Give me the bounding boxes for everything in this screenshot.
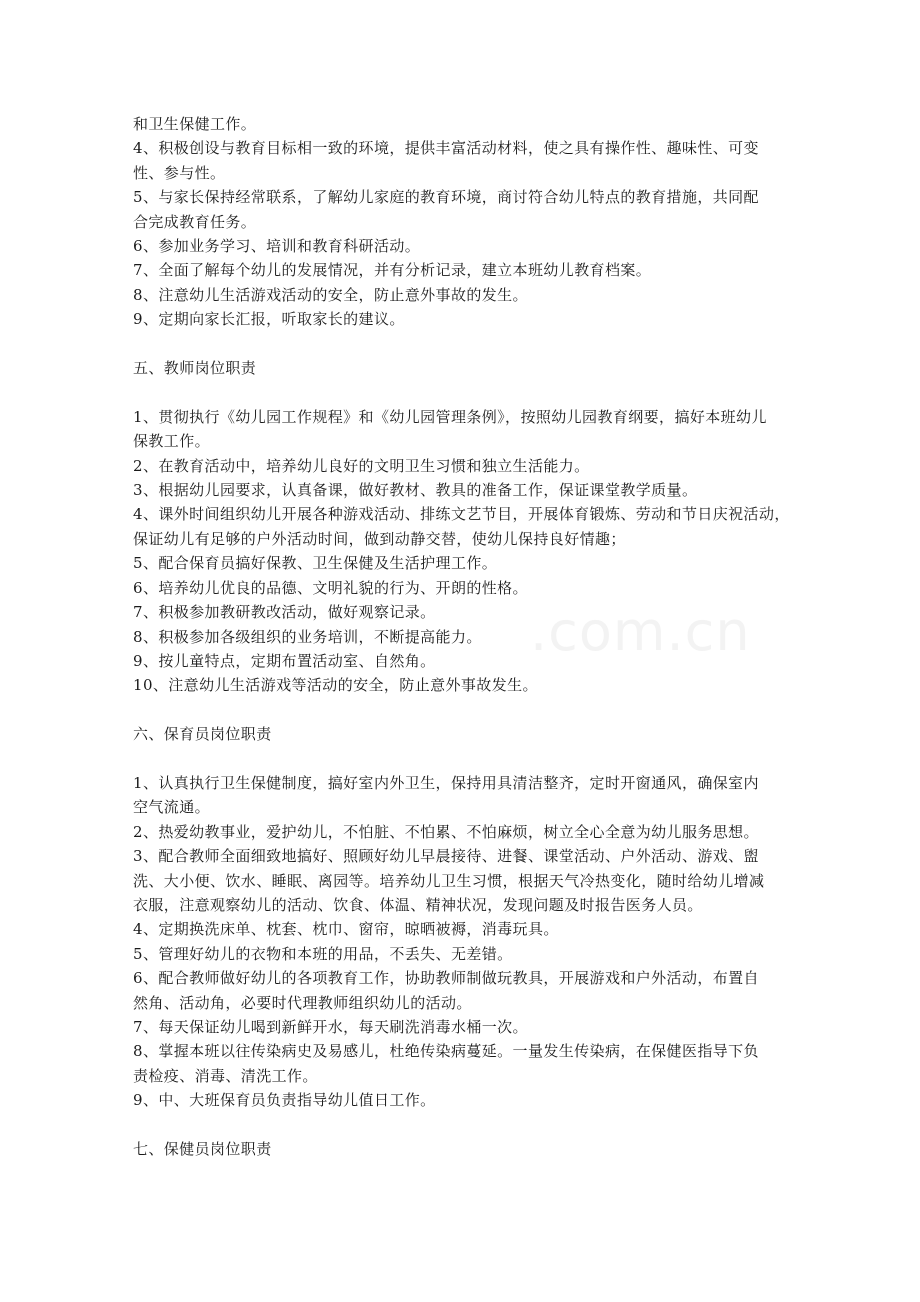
text-line: 4、积极创设与教育目标相一致的环境，提供丰富活动材料，使之具有操作性、趣味性、可变 [133, 139, 759, 158]
text-line: 8、注意幼儿生活游戏活动的安全，防止意外事故的发生。 [133, 285, 528, 304]
section-heading: 五、教师岗位职责 [133, 359, 257, 378]
text-line: 保教工作。 [133, 432, 211, 451]
text-line: 和卫生保健工作。 [133, 115, 257, 133]
document-page [133, 112, 798, 1161]
section-heading: 七、保健员岗位职责 [133, 1139, 272, 1158]
text-line: 9、中、大班保育员负责指导幼儿值日工作。 [133, 1091, 436, 1110]
watermark: .com.cn [530, 600, 751, 663]
text-line: 然角、活动角，必要时代理教师组织幼儿的活动。 [133, 993, 472, 1012]
text-line: 6、配合教师做好幼儿的各项教育工作，协助教师制做玩教具，开展游戏和户外活动，布置自 [133, 969, 759, 988]
text-line: 8、掌握本班以往传染病史及易感儿，杜绝传染病蔓延。一量发生传染病，在保健医指导下负 [133, 1042, 759, 1061]
paragraph-gap [133, 747, 798, 771]
text-line: 7、积极参加教研教改活动，做好观察记录。 [133, 603, 436, 622]
text-line: 4、课外时间组织幼儿开展各种游戏活动、排练文艺节目，开展体育锻炼、劳动和节日庆祝活动， [133, 505, 790, 524]
text-line: 2、热爱幼教事业，爱护幼儿，不怕脏、不怕累、不怕麻烦，树立全心全意为幼儿服务思想。 [133, 822, 759, 841]
text-line: 3、配合教师全面细致地搞好、照顾好幼儿早晨接待、进餐、课堂活动、户外活动、游戏、盥 [133, 847, 759, 866]
text-line: 3、根据幼儿园要求，认真备课，做好教材、教具的准备工作，保证课堂教学质量。 [133, 481, 698, 500]
text-line: 性、参与性。 [133, 163, 226, 182]
text-line: 衣服，注意观察幼儿的活动、饮食、体温、精神状况，发现问题及时报告医务人员。 [133, 895, 703, 914]
text-line: 9、定期向家长汇报，听取家长的建议。 [133, 310, 405, 329]
text-line: 4、定期换洗床单、枕套、枕巾、窗帘，晾晒被褥，消毒玩具。 [133, 920, 559, 939]
text-line: 洗、大小便、饮水、睡眠、离园等。培养幼儿卫生习惯，根据天气冷热变化，随时给幼儿增减 [133, 871, 765, 890]
paragraph-gap [133, 332, 798, 356]
text-line: 空气流通。 [133, 798, 211, 817]
text-line: 合完成教育任务。 [133, 212, 257, 231]
text-line: 5、与家长保持经常联系，了解幼儿家庭的教育环境，商讨符合幼儿特点的教育措施，共同配 [133, 188, 759, 207]
text-line: 5、配合保育员搞好保教、卫生保健及生活护理工作。 [133, 554, 498, 573]
text-line: 7、每天保证幼儿喝到新鲜开水，每天刷洗消毒水桶一次。 [133, 1017, 528, 1036]
text-line: 1、贯彻执行《幼儿园工作规程》和《幼儿园管理条例》，按照幼儿园教育纲要，搞好本班幼儿 [133, 407, 767, 426]
text-line: 6、培养幼儿优良的品德、文明礼貌的行为、开朗的性格。 [133, 578, 528, 597]
text-line: 10、注意幼儿生活游戏等活动的安全，防止意外事故发生。 [133, 676, 538, 695]
section-heading: 六、保育员岗位职责 [133, 725, 272, 744]
text-line: 7、全面了解每个幼儿的发展情况，并有分析记录，建立本班幼儿教育档案。 [133, 261, 652, 280]
paragraph-gap [133, 380, 798, 404]
text-line: 责检疫、消毒、清洗工作。 [133, 1066, 318, 1085]
paragraph-gap [133, 698, 798, 722]
text-line: 1、认真执行卫生保健制度，搞好室内外卫生，保持用具清洁整齐，定时开窗通风，确保室内 [133, 773, 759, 792]
text-line: 6、参加业务学习、培训和教育科研活动。 [133, 237, 421, 256]
paragraph-gap [133, 1113, 798, 1137]
text-line: 8、积极参加各级组织的业务培训，不断提高能力。 [133, 627, 482, 646]
text-line: 保证幼儿有足够的户外活动时间，做到动静交替，使幼儿保持良好情趣； [133, 529, 626, 548]
text-line: 5、管理好幼儿的衣物和本班的用品，不丢失、无差错。 [133, 944, 513, 963]
text-line: 2、在教育活动中，培养幼儿良好的文明卫生习惯和独立生活能力。 [133, 456, 590, 475]
text-line: 9、按儿童特点，定期布置活动室、自然角。 [133, 651, 436, 670]
